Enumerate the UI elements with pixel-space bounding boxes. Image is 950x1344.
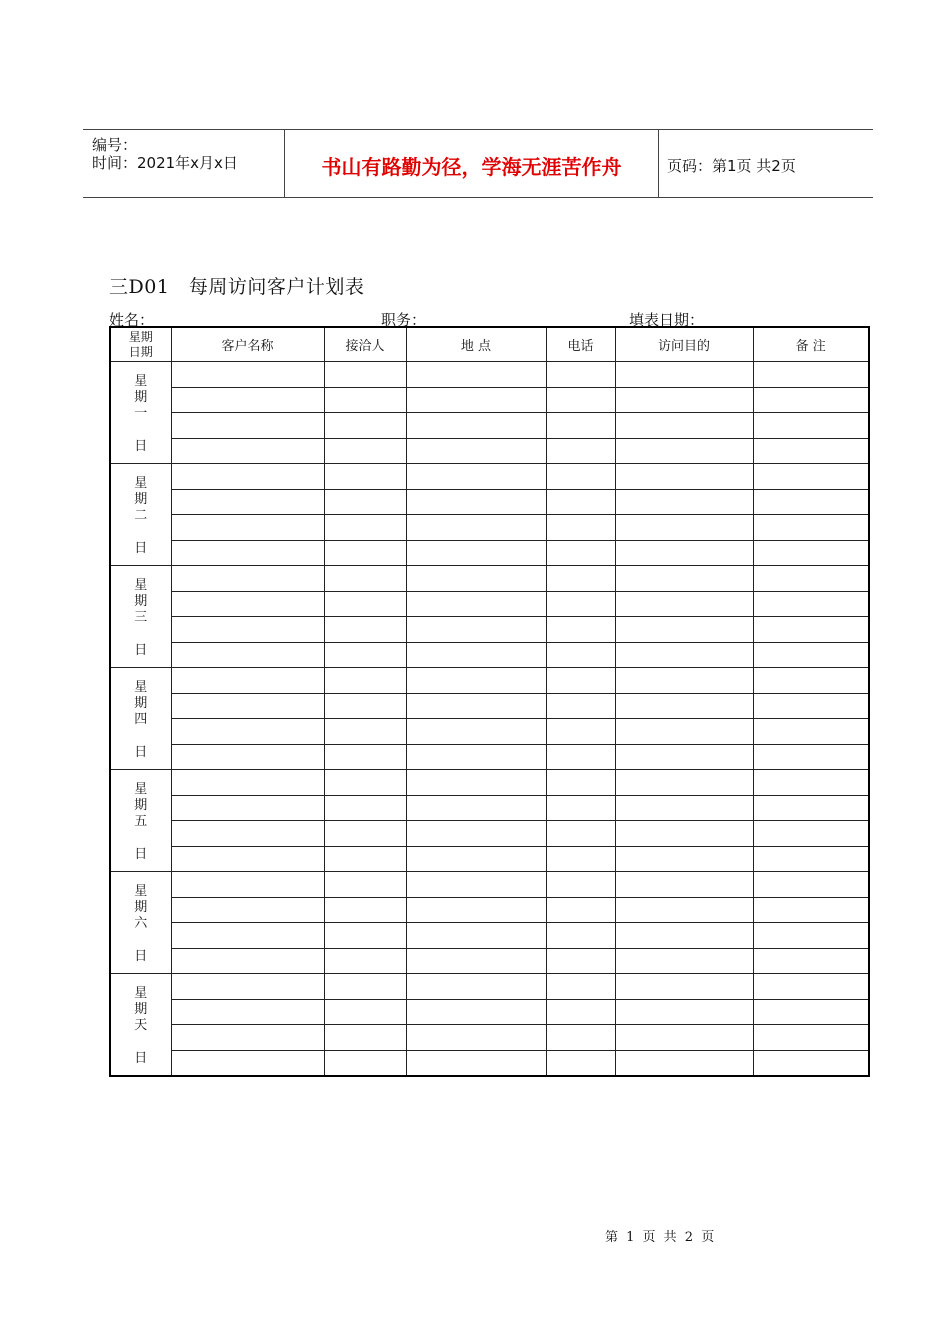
cell-location[interactable] [406,846,546,872]
cell-purpose[interactable] [615,642,753,668]
cell-phone[interactable] [546,719,615,745]
column-header-location: 地 点 [406,327,546,362]
header-page-cell [658,130,873,197]
cell-purpose[interactable] [615,770,753,796]
day-char: 六 [134,916,148,931]
cell-client-name[interactable] [171,438,324,464]
cell-phone[interactable] [546,1025,615,1051]
column-header-phone: 电话 [546,327,615,362]
cell-remarks[interactable] [753,1050,869,1076]
cell-phone[interactable] [546,566,615,592]
cell-purpose[interactable] [615,999,753,1025]
cell-purpose[interactable] [615,923,753,949]
cell-client-name[interactable] [171,540,324,566]
document-header [83,129,873,198]
day-cell [110,362,171,464]
cell-remarks[interactable] [753,540,869,566]
cell-client-name[interactable] [171,795,324,821]
column-header-contact: 接洽人 [324,327,406,362]
cell-purpose[interactable] [615,897,753,923]
day-char: 星 [134,578,148,593]
cell-remarks[interactable] [753,515,869,541]
cell-purpose[interactable] [615,693,753,719]
cell-remarks[interactable] [753,387,869,413]
cell-phone[interactable] [546,1050,615,1076]
day-suffix: 日 [134,847,148,862]
cell-client-name[interactable] [171,591,324,617]
day-char: 期 [134,492,148,507]
table-header-row [110,327,869,362]
cell-remarks[interactable] [753,617,869,643]
table-row [110,1050,869,1076]
slogan: 书山有路勤为径，学海无涯苦作舟 [321,155,622,179]
cell-location[interactable] [406,821,546,847]
cell-contact[interactable] [324,744,406,770]
cell-client-name[interactable] [171,515,324,541]
cell-client-name[interactable] [171,642,324,668]
cell-phone[interactable] [546,974,615,1000]
cell-client-name[interactable] [171,770,324,796]
cell-location[interactable] [406,617,546,643]
cell-remarks[interactable] [753,668,869,694]
cell-remarks[interactable] [753,693,869,719]
day-char: 天 [134,1018,148,1033]
cell-client-name[interactable] [171,387,324,413]
day-cell [110,770,171,872]
table-row [110,438,869,464]
cell-location[interactable] [406,438,546,464]
day-char: 星 [134,374,148,389]
day-char: 星 [134,476,148,491]
cell-client-name[interactable] [171,693,324,719]
day-char: 期 [134,798,148,813]
page-code: 页码：第1页 共2页 [667,157,796,175]
cell-contact[interactable] [324,693,406,719]
day-suffix: 日 [134,541,148,556]
cell-contact[interactable] [324,515,406,541]
cell-location[interactable] [406,591,546,617]
cell-purpose[interactable] [615,566,753,592]
day-cell [110,974,171,1077]
day-cell [110,668,171,770]
day-suffix: 日 [134,643,148,658]
cell-phone[interactable] [546,770,615,796]
header-slogan-cell [284,130,659,197]
cell-location[interactable] [406,693,546,719]
cell-contact[interactable] [324,438,406,464]
day-name [111,566,171,626]
cell-location[interactable] [406,489,546,515]
cell-remarks[interactable] [753,948,869,974]
cell-location[interactable] [406,719,546,745]
cell-purpose[interactable] [615,617,753,643]
doc-number-label: 编号： [92,136,138,154]
cell-location[interactable] [406,795,546,821]
form-title: 三D01 每周访问客户计划表 [109,276,365,298]
cell-remarks[interactable] [753,566,869,592]
cell-remarks[interactable] [753,362,869,388]
table-row [110,566,869,592]
cell-phone[interactable] [546,693,615,719]
cell-purpose[interactable] [615,1050,753,1076]
table-row [110,693,869,719]
cell-purpose[interactable] [615,413,753,439]
cell-remarks[interactable] [753,489,869,515]
cell-phone[interactable] [546,948,615,974]
cell-phone[interactable] [546,362,615,388]
cell-purpose[interactable] [615,387,753,413]
time-label: 时间：2021年x月x日 [92,154,238,172]
day-name [111,770,171,830]
cell-phone[interactable] [546,846,615,872]
day-name [111,668,171,728]
table-row [110,591,869,617]
cell-contact[interactable] [324,489,406,515]
cell-phone[interactable] [546,821,615,847]
cell-phone[interactable] [546,591,615,617]
cell-phone[interactable] [546,642,615,668]
day-char: 五 [134,814,148,829]
table-row [110,719,869,745]
table-row [110,821,869,847]
cell-location[interactable] [406,770,546,796]
table-row [110,515,869,541]
cell-contact[interactable] [324,719,406,745]
cell-purpose[interactable] [615,540,753,566]
table-row [110,948,869,974]
cell-location[interactable] [406,872,546,898]
cell-client-name[interactable] [171,1025,324,1051]
cell-client-name[interactable] [171,846,324,872]
table-row [110,872,869,898]
table-row [110,974,869,1000]
cell-contact[interactable] [324,617,406,643]
day-name [111,974,171,1034]
header-meta-cell [83,130,283,197]
cell-location[interactable] [406,566,546,592]
cell-phone[interactable] [546,744,615,770]
column-header-client-name: 客户名称 [171,327,324,362]
day-char: 二 [134,508,148,523]
cell-contact[interactable] [324,974,406,1000]
table-row [110,846,869,872]
cell-phone[interactable] [546,617,615,643]
cell-client-name[interactable] [171,923,324,949]
cell-contact[interactable] [324,897,406,923]
cell-remarks[interactable] [753,642,869,668]
cell-contact[interactable] [324,770,406,796]
table-row [110,770,869,796]
cell-purpose[interactable] [615,438,753,464]
cell-contact[interactable] [324,642,406,668]
cell-purpose[interactable] [615,821,753,847]
cell-contact[interactable] [324,795,406,821]
day-char: 期 [134,594,148,609]
table-row [110,387,869,413]
table-row [110,540,869,566]
column-header-purpose: 访问目的 [615,327,753,362]
cell-contact[interactable] [324,872,406,898]
cell-phone[interactable] [546,489,615,515]
day-char: 期 [134,696,148,711]
day-cell [110,872,171,974]
cell-remarks[interactable] [753,872,869,898]
table-row [110,1025,869,1051]
cell-phone[interactable] [546,668,615,694]
day-char: 一 [134,406,148,421]
cell-purpose[interactable] [615,489,753,515]
page-footer: 第 1 页 共 2 页 [605,1230,715,1245]
cell-contact[interactable] [324,362,406,388]
cell-contact[interactable] [324,923,406,949]
day-char: 四 [134,712,148,727]
day-char: 期 [134,1002,148,1017]
cell-contact[interactable] [324,566,406,592]
cell-phone[interactable] [546,923,615,949]
cell-client-name[interactable] [171,744,324,770]
day-char: 期 [134,900,148,915]
name-label: 姓名： [109,311,155,329]
table-row [110,744,869,770]
cell-client-name[interactable] [171,617,324,643]
cell-purpose[interactable] [615,948,753,974]
cell-client-name[interactable] [171,668,324,694]
day-char: 三 [134,610,148,625]
cell-purpose[interactable] [615,744,753,770]
column-header-remarks: 备 注 [753,327,869,362]
cell-purpose[interactable] [615,974,753,1000]
day-suffix: 日 [134,949,148,964]
cell-contact[interactable] [324,948,406,974]
cell-purpose[interactable] [615,795,753,821]
day-suffix: 日 [134,745,148,760]
day-column-header [110,327,171,362]
cell-phone[interactable] [546,464,615,490]
table-row [110,642,869,668]
cell-remarks[interactable] [753,719,869,745]
table-row [110,795,869,821]
cell-purpose[interactable] [615,719,753,745]
day-char: 星 [134,680,148,695]
cell-remarks[interactable] [753,413,869,439]
cell-location[interactable] [406,999,546,1025]
position-label: 职务： [381,311,427,329]
day-char: 星 [134,782,148,797]
cell-phone[interactable] [546,438,615,464]
cell-location[interactable] [406,515,546,541]
cell-remarks[interactable] [753,897,869,923]
day-suffix: 日 [134,439,148,454]
cell-purpose[interactable] [615,515,753,541]
cell-purpose[interactable] [615,1025,753,1051]
cell-contact[interactable] [324,387,406,413]
cell-location[interactable] [406,1025,546,1051]
table-row [110,362,869,388]
cell-contact[interactable] [324,591,406,617]
cell-phone[interactable] [546,387,615,413]
cell-location[interactable] [406,1050,546,1076]
cell-contact[interactable] [324,464,406,490]
day-header-line1: 星期 [128,329,153,344]
table-row [110,668,869,694]
cell-contact[interactable] [324,1025,406,1051]
cell-client-name[interactable] [171,566,324,592]
cell-location[interactable] [406,642,546,668]
day-cell [110,464,171,566]
day-char: 星 [134,884,148,899]
cell-contact[interactable] [324,413,406,439]
cell-phone[interactable] [546,795,615,821]
cell-purpose[interactable] [615,362,753,388]
cell-phone[interactable] [546,999,615,1025]
cell-phone[interactable] [546,897,615,923]
cell-remarks[interactable] [753,464,869,490]
cell-location[interactable] [406,948,546,974]
cell-contact[interactable] [324,1050,406,1076]
cell-purpose[interactable] [615,668,753,694]
cell-client-name[interactable] [171,872,324,898]
cell-purpose[interactable] [615,872,753,898]
cell-client-name[interactable] [171,821,324,847]
cell-remarks[interactable] [753,923,869,949]
cell-client-name[interactable] [171,413,324,439]
cell-location[interactable] [406,897,546,923]
cell-contact[interactable] [324,999,406,1025]
cell-phone[interactable] [546,872,615,898]
table-row [110,617,869,643]
table-body [110,362,869,1077]
cell-location[interactable] [406,744,546,770]
table-row [110,999,869,1025]
cell-remarks[interactable] [753,591,869,617]
cell-client-name[interactable] [171,362,324,388]
cell-remarks[interactable] [753,795,869,821]
cell-phone[interactable] [546,515,615,541]
cell-phone[interactable] [546,540,615,566]
cell-location[interactable] [406,668,546,694]
cell-client-name[interactable] [171,948,324,974]
cell-contact[interactable] [324,668,406,694]
cell-purpose[interactable] [615,464,753,490]
cell-purpose[interactable] [615,591,753,617]
cell-contact[interactable] [324,821,406,847]
day-cell [110,566,171,668]
fill-date-label: 填表日期： [629,311,705,329]
cell-location[interactable] [406,923,546,949]
cell-phone[interactable] [546,413,615,439]
cell-contact[interactable] [324,846,406,872]
table-row [110,413,869,439]
cell-remarks[interactable] [753,744,869,770]
table-row [110,464,869,490]
cell-remarks[interactable] [753,974,869,1000]
table-row [110,489,869,515]
cell-client-name[interactable] [171,1050,324,1076]
cell-client-name[interactable] [171,897,324,923]
day-char: 星 [134,986,148,1001]
cell-client-name[interactable] [171,999,324,1025]
day-header-line2: 日期 [128,344,153,359]
cell-location[interactable] [406,413,546,439]
day-name [111,872,171,932]
cell-client-name[interactable] [171,719,324,745]
cell-location[interactable] [406,362,546,388]
day-name [111,464,171,524]
cell-remarks[interactable] [753,821,869,847]
cell-client-name[interactable] [171,974,324,1000]
cell-client-name[interactable] [171,464,324,490]
cell-contact[interactable] [324,540,406,566]
cell-location[interactable] [406,540,546,566]
table-row [110,897,869,923]
cell-purpose[interactable] [615,846,753,872]
table-row [110,923,869,949]
day-suffix: 日 [134,1051,148,1066]
cell-location[interactable] [406,974,546,1000]
day-char: 期 [134,390,148,405]
cell-client-name[interactable] [171,489,324,515]
visit-plan-table [109,326,870,1077]
cell-remarks[interactable] [753,438,869,464]
cell-location[interactable] [406,464,546,490]
cell-remarks[interactable] [753,770,869,796]
cell-remarks[interactable] [753,999,869,1025]
cell-remarks[interactable] [753,846,869,872]
day-name [111,362,171,422]
cell-location[interactable] [406,387,546,413]
cell-remarks[interactable] [753,1025,869,1051]
